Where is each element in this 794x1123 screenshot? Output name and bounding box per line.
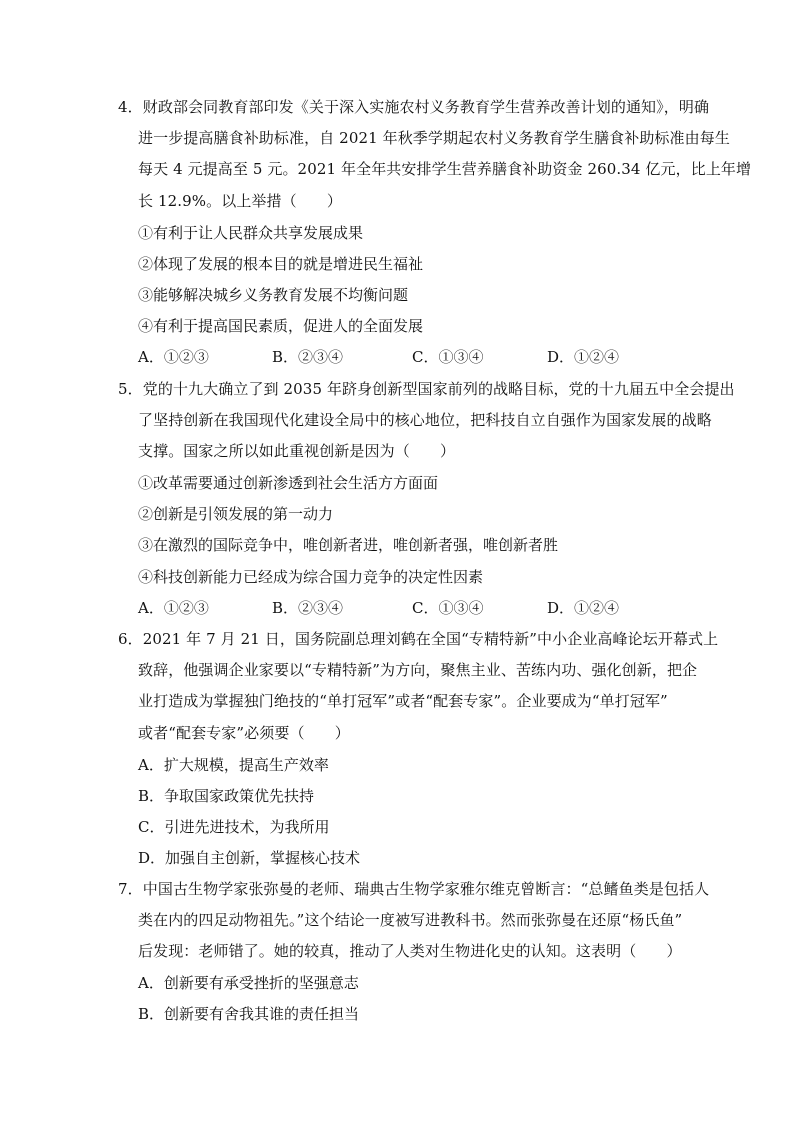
question-4-statement-1: ①有利于让人民群众共享发展成果 xyxy=(138,224,364,242)
question-5-stem-line-2: 了坚持创新在我国现代化建设全局中的核心地位，把科技自立自强作为国家发展的战略 xyxy=(138,411,712,429)
question-7-option-b[interactable]: B．创新要有舍我其谁的责任担当 xyxy=(138,1005,360,1023)
question-5-statement-4: ④科技创新能力已经成为综合国力竞争的决定性因素 xyxy=(138,568,484,586)
question-6-option-a[interactable]: A．扩大规模，提高生产效率 xyxy=(138,756,329,774)
question-6-stem-line-2: 致辞，他强调企业家要以“专精特新”为方向，聚焦主业、苦练内功、强化创新，把企 xyxy=(138,661,698,679)
question-5-stem-line-1: 5．党的十九大确立了到 2035 年跻身创新型国家前列的战略目标，党的十九届五中全会提出 xyxy=(118,380,735,398)
question-5-option-b[interactable]: B．②③④ xyxy=(272,599,344,617)
question-4-statement-3: ③能够解决城乡义务教育发展不均衡问题 xyxy=(138,286,409,304)
question-6-option-d[interactable]: D．加强自主创新，掌握核心技术 xyxy=(138,849,361,867)
question-5-options xyxy=(118,593,683,624)
question-4-stem-line-2: 进一步提高膳食补助标准，自 2021 年秋季学期起农村义务教育学生膳食补助标准由每生 xyxy=(138,129,730,147)
question-5-option-d[interactable]: D．①②④ xyxy=(547,599,620,617)
question-7-stem-line-3: 后发现：老师错了。她的较真，推动了人类对生物进化史的认知。这表明（ ） xyxy=(138,942,682,960)
question-4-stem-line-1: 4．财政部会同教育部印发《关于深入实施农村义务教育学生营养改善计划的通知》，明确 xyxy=(118,98,710,116)
question-4-statement-2: ②体现了发展的根本目的就是增进民生福祉 xyxy=(138,255,424,273)
question-4-stem-line-3: 每天 4 元提高至 5 元。2021 年全年共安排学生营养膳食补助资金 260.34 亿元，比上年增 xyxy=(138,160,752,178)
question-5-option-a[interactable]: A．①②③ xyxy=(138,599,209,617)
question-6-stem-line-3: 业打造成为掌握独门绝技的“单打冠军”或者“配套专家”。企业要成为“单打冠军” xyxy=(138,692,668,710)
question-6-stem-line-4: 或者“配套专家”必须要（ ） xyxy=(138,724,350,742)
question-5-option-c[interactable]: C．①③④ xyxy=(412,599,484,617)
question-4-option-c[interactable]: C．①③④ xyxy=(412,348,484,366)
question-5-stem-line-3: 支撑。国家之所以如此重视创新是因为（ ） xyxy=(138,442,456,460)
question-4-stem-line-4: 长 12.9%。以上举措（ ） xyxy=(138,192,343,210)
question-5-statement-2: ②创新是引领发展的第一动力 xyxy=(138,505,334,523)
question-5-statement-3: ③在激烈的国际竞争中，唯创新者进，唯创新者强，唯创新者胜 xyxy=(138,536,559,554)
question-5-statement-1: ①改革需要通过创新渗透到社会生活方方面面 xyxy=(138,474,439,492)
question-6-option-b[interactable]: B．争取国家政策优先扶持 xyxy=(138,787,315,805)
question-4-statement-4: ④有利于提高国民素质，促进人的全面发展 xyxy=(138,317,424,335)
question-4-option-b[interactable]: B．②③④ xyxy=(272,348,344,366)
question-7-stem-line-1: 7．中国古生物学家张弥曼的老师、瑞典古生物学家雅尔维克曾断言：“总鳍鱼类是包括人 xyxy=(118,880,710,898)
question-4-option-d[interactable]: D．①②④ xyxy=(547,348,620,366)
question-7-stem-line-2: 类在内的四足动物祖先。”这个结论一度被写进教科书。然而张弥曼在还原“杨氏鱼” xyxy=(138,911,683,929)
question-4-option-a[interactable]: A．①②③ xyxy=(138,348,209,366)
question-6-option-c[interactable]: C．引进先进技术，为我所用 xyxy=(138,818,330,836)
question-6-stem-line-1: 6．2021 年 7 月 21 日，国务院副总理刘鹤在全国“专精特新”中小企业高峰论坛开幕式上 xyxy=(118,630,719,648)
question-7-option-a[interactable]: A．创新要有承受挫折的坚强意志 xyxy=(138,974,359,992)
question-4-options xyxy=(118,342,683,373)
